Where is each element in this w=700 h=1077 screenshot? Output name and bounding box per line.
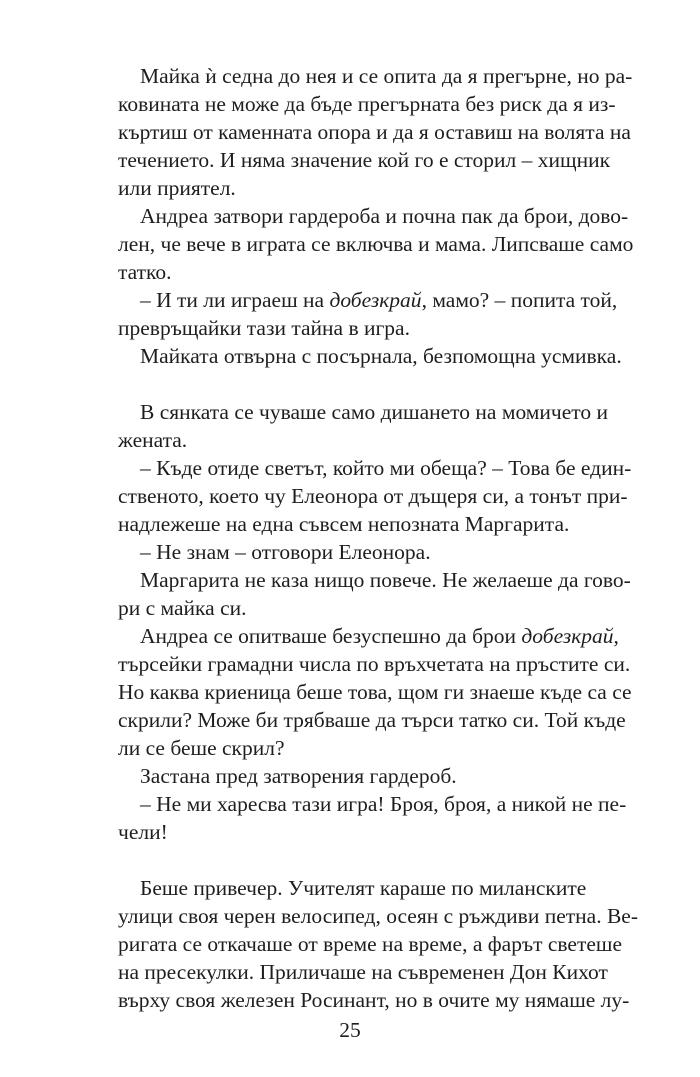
text-line: – Не знам – отговори Елеонора. — [140, 540, 431, 564]
text-line: Маргарита не каза нищо повече. Не желаеше да гово- — [140, 568, 631, 592]
text-line: ли се беше скрил? — [118, 736, 285, 760]
page-number: 25 — [339, 1018, 361, 1042]
text-line: течението. И няма значение кой го е сторил – хищник — [118, 148, 611, 172]
text-line: ри с майка си. — [118, 596, 247, 620]
text-line: надлежеше на една съвсем непозната Маргарита. — [118, 512, 570, 536]
text-line: татко. — [118, 260, 172, 284]
text-line: или приятел. — [118, 176, 236, 200]
text-line: върху своя железен Росинант, но в очите му нямаше лу- — [118, 988, 630, 1012]
text-line: ригата се откачаше от време на време, а фарът светеше — [118, 932, 623, 956]
italic-word: добезкрай — [521, 624, 614, 648]
text-line: В сянката се чуваше само дишането на момичето и — [140, 400, 608, 424]
text-line: търсейки грамадни числа по връхчетата на пръстите си. — [118, 652, 631, 676]
text-line: къртиш от каменната опора и да я оставиш на волята на — [118, 120, 631, 144]
text-line: Майка ѝ седна до нея и се опита да я прегърне, но ра- — [140, 64, 633, 88]
text-line: чели! — [118, 820, 168, 844]
text-line: – И ти ли играеш на добезкрай, мамо? – попита той, — [140, 288, 618, 312]
text-line: Андреа се опитваше безуспешно да брои добезкрай, — [140, 624, 619, 648]
italic-word: добезкрай — [329, 288, 422, 312]
text-line: улици своя черен велосипед, осеян с ръждиви петна. Ве- — [118, 904, 638, 928]
text-line: ственото, което чу Елеонора от дъщеря си, а тонът при- — [118, 484, 628, 508]
text-line: Но каква криеница беше това, щом ги знаеше къде са се — [118, 680, 632, 704]
text-line: на пресекулки. Приличаше на съвременен Дон Кихот — [118, 960, 608, 984]
text-line: ковината не може да бъде прегърната без риск да я из- — [118, 92, 616, 116]
text-line: Застана пред затворения гардероб. — [140, 764, 457, 788]
text-line: скрили? Може би трябваше да търси татко си. Той къде — [118, 708, 626, 732]
text-line: Андреа затвори гардероба и почна пак да брои, дово- — [140, 204, 629, 228]
text-line: Беше привечер. Учителят караше по миланските — [140, 876, 587, 900]
text-line: – Не ми харесва тази игра! Броя, броя, а никой не пе- — [140, 792, 627, 816]
text-line: – Къде отиде светът, който ми обеща? – Това бе един- — [140, 456, 632, 480]
text-line: жената. — [118, 428, 188, 452]
text-line: лен, че вече в играта се включва и мама. Липсваше само — [118, 232, 634, 256]
text-line: превръщайки тази тайна в игра. — [118, 316, 410, 340]
text-line: Майката отвърна с посърнала, безпомощна усмивка. — [140, 344, 622, 368]
